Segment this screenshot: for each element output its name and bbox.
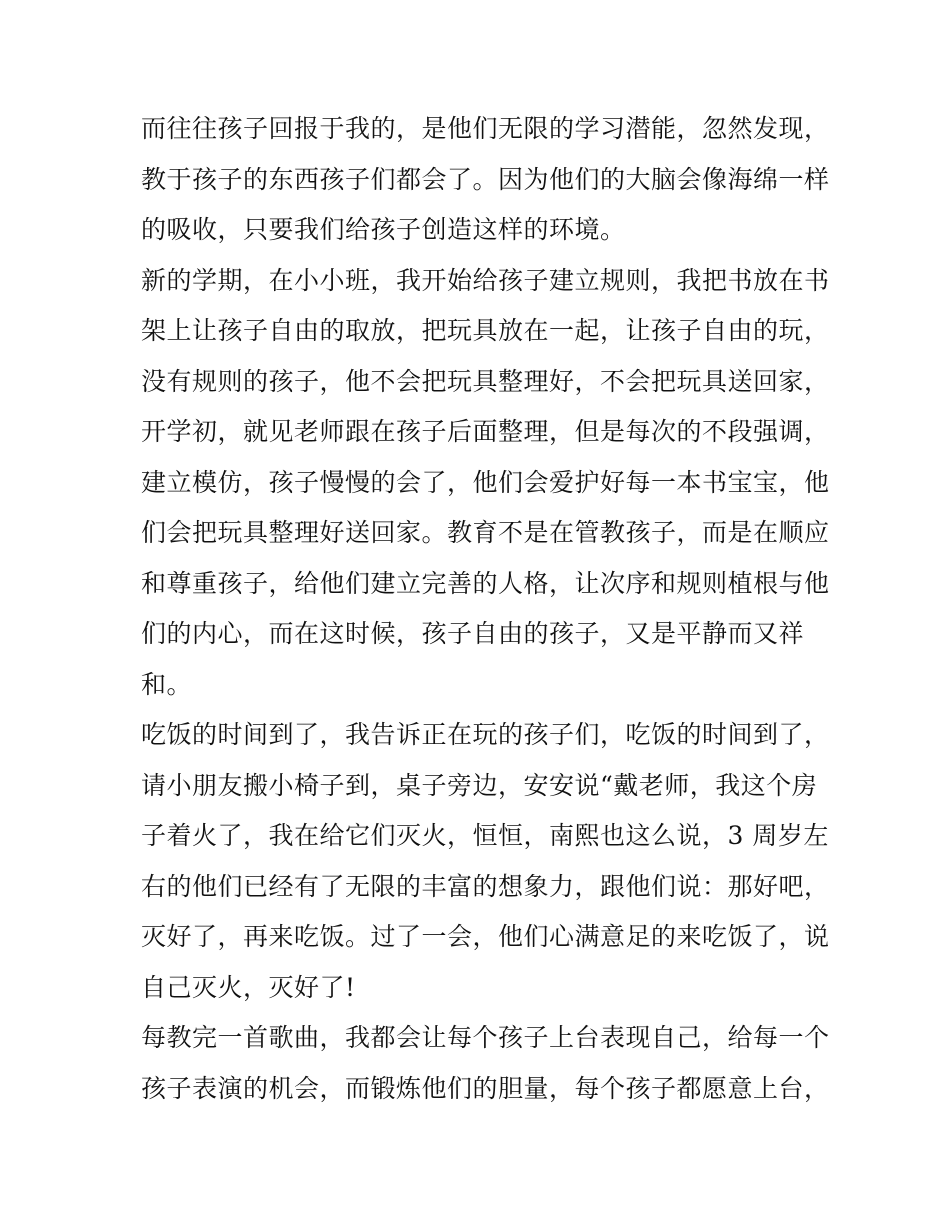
text-line: 每教完一首歌曲，我都会让每个孩子上台表现自己，给每一个	[141, 1023, 830, 1052]
text-line: 没有规则的孩子，他不会把玩具整理好，不会把玩具送回家，	[141, 366, 830, 396]
text-line: 灭好了，再来吃饭。过了一会，他们心满意足的来吃饭了，说	[141, 922, 830, 951]
text-line: 自己灭火，灭好了!	[141, 972, 356, 1002]
text-line: 教于孩子的东西孩子们都会了。因为他们的大脑会像海绵一样	[141, 164, 830, 194]
text-line: 请小朋友搬小椅子到，桌子旁边，安安说“戴老师，我这个房	[141, 770, 818, 800]
text-line: 们的内心，而在这时候，孩子自由的孩子，又是平静而又祥	[141, 619, 805, 648]
text-line: 子着火了，我在给它们灭火，恒恒，南熙也这么说，3 周岁左	[141, 821, 829, 850]
text-line: 新的学期，在小小班，我开始给孩子建立规则，我把书放在书	[141, 265, 830, 295]
body-text	[141, 104, 830, 1114]
text-line: 孩子表演的机会，而锻炼他们的胆量，每个孩子都愿意上台，	[141, 1073, 830, 1103]
text-line: 和尊重孩子，给他们建立完善的人格，让次序和规则植根与他	[141, 568, 830, 598]
text-line: 而往往孩子回报于我的，是他们无限的学习潜能，忽然发现，	[141, 114, 830, 143]
text-line: 和。	[141, 669, 193, 699]
text-line: 吃饭的时间到了，我告诉正在玩的孩子们，吃饭的时间到了，	[141, 720, 830, 749]
text-line: 的吸收，只要我们给孩子创造这样的环境。	[141, 215, 626, 244]
text-line: 右的他们已经有了无限的丰富的想象力，跟他们说：那好吧，	[141, 871, 830, 901]
text-line: 架上让孩子自由的取放，把玩具放在一起，让孩子自由的玩，	[141, 316, 830, 345]
text-line: 建立模仿，孩子慢慢的会了，他们会爱护好每一本书宝宝，他	[141, 467, 830, 497]
text-line: 们会把玩具整理好送回家。教育不是在管教孩子，而是在顺应	[141, 518, 830, 547]
text-line: 开学初，就见老师跟在孩子后面整理，但是每次的不段强调，	[141, 417, 830, 446]
